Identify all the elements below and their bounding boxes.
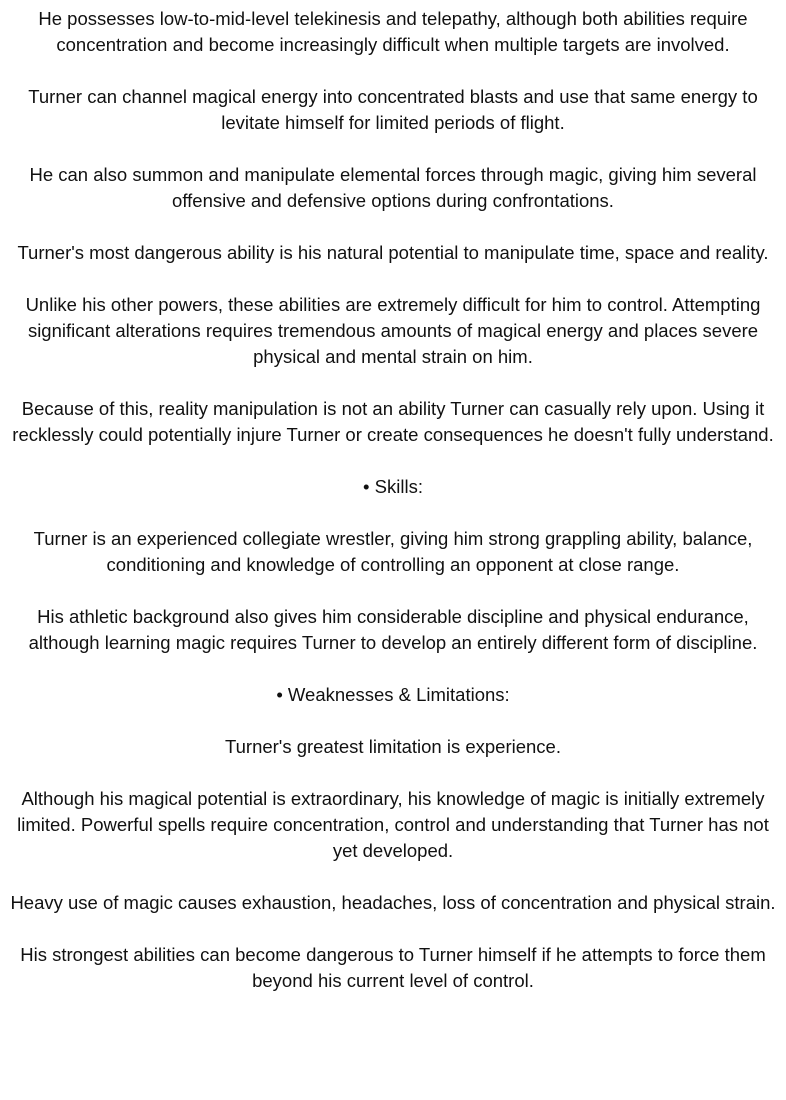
paragraph-elemental: He can also summon and manipulate elemental forces through magic, giving him several offensive and defensive options during confrontations.: [29, 164, 757, 211]
section-heading-weaknesses: • Weaknesses & Limitations:: [276, 684, 510, 705]
paragraph-danger: His strongest abilities can become dangerous to Turner himself if he attempts to force them beyond his current level of control.: [20, 944, 766, 991]
paragraph-limited-knowledge: Although his magical potential is extraordinary, his knowledge of magic is initially extremely limited. Powerful spells require concentration, control and understanding that Turner has not yet developed.: [17, 788, 769, 861]
paragraph-reality-risk: Because of this, reality manipulation is not an ability Turner can casually rely upon. Using it recklessly could potentially injure Turner or create consequences he doesn't fully understand.: [12, 398, 774, 445]
paragraph-experience: Turner's greatest limitation is experience.: [225, 736, 561, 757]
paragraph-control-difficulty: Unlike his other powers, these abilities are extremely difficult for him to control. Attempting significant alterations requires tremendous amounts of magical energy and places severe physical and mental strain on him.: [25, 294, 761, 367]
document-body: [0, 6, 786, 994]
section-heading-skills: • Skills:: [363, 476, 423, 497]
paragraph-exhaustion: Heavy use of magic causes exhaustion, headaches, loss of concentration and physical strain.: [10, 892, 776, 913]
paragraph-reality-manipulation: Turner's most dangerous ability is his natural potential to manipulate time, space and reality.: [17, 242, 769, 263]
paragraph-energy-blasts: Turner can channel magical energy into concentrated blasts and use that same energy to levitate himself for limited periods of flight.: [28, 86, 758, 133]
paragraph-telekinesis: He possesses low-to-mid-level telekinesis and telepathy, although both abilities require concentration and become increasingly difficult when multiple targets are involved.: [38, 8, 748, 55]
paragraph-athletic-background: His athletic background also gives him considerable discipline and physical endurance, although learning magic requires Turner to develop an entirely different form of discipline.: [28, 606, 758, 653]
paragraph-wrestler: Turner is an experienced collegiate wrestler, giving him strong grappling ability, balance, conditioning and knowledge of controlling an opponent at close range.: [33, 528, 753, 575]
